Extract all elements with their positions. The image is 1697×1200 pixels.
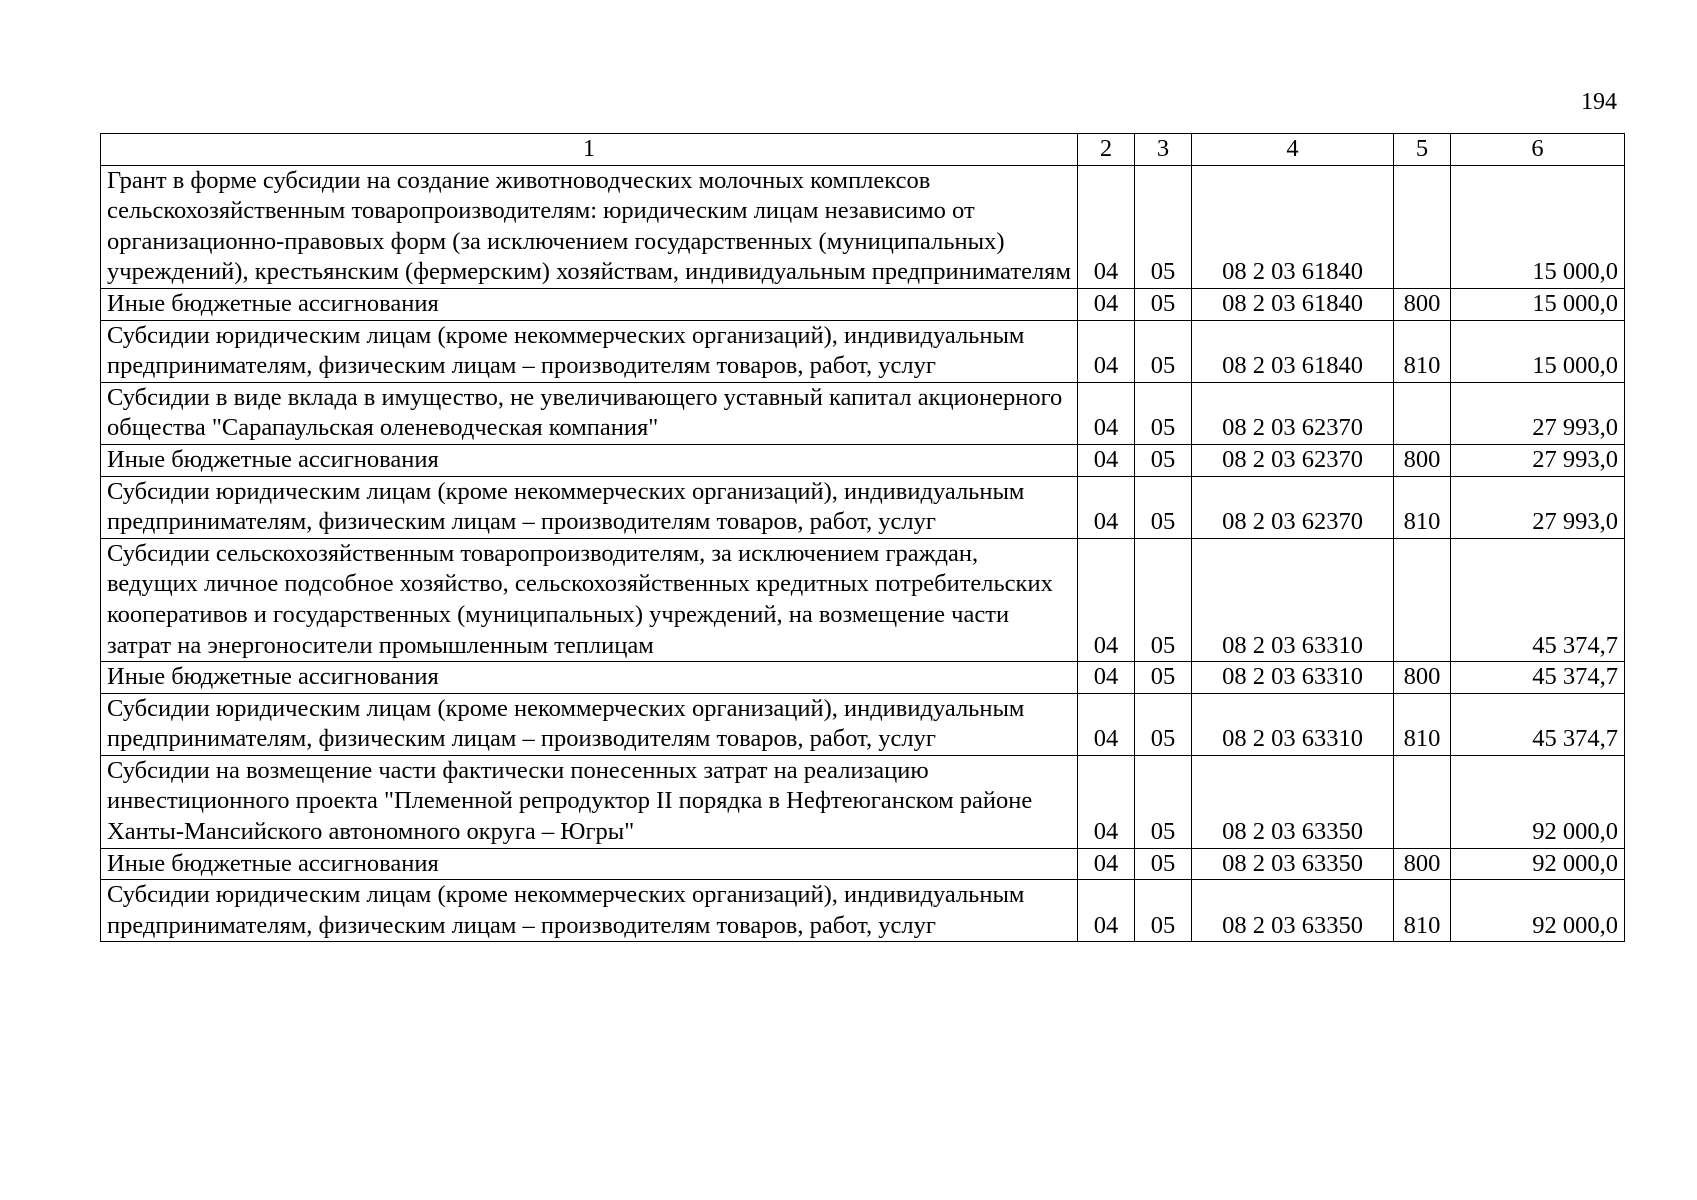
subsection-code-cell: 05	[1135, 848, 1192, 880]
amount-cell: 15 000,0	[1451, 320, 1625, 382]
page-number: 194	[1581, 89, 1617, 115]
expense-type-code-cell: 800	[1394, 662, 1451, 694]
expense-type-code-cell: 800	[1394, 444, 1451, 476]
subsection-code-cell: 05	[1135, 165, 1192, 288]
amount-cell: 92 000,0	[1451, 755, 1625, 848]
section-code-cell: 04	[1078, 662, 1135, 694]
expense-type-code-cell: 800	[1394, 848, 1451, 880]
subsection-code-cell: 05	[1135, 538, 1192, 661]
item-name-cell: Иные бюджетные ассигнования	[101, 662, 1078, 694]
amount-cell: 45 374,7	[1451, 662, 1625, 694]
table-row	[101, 444, 1625, 476]
expense-type-code-cell	[1394, 755, 1451, 848]
subsection-code-cell: 05	[1135, 880, 1192, 942]
item-name-cell: Субсидии сельскохозяйственным товаропроизводителям, за исключением граждан, ведущих личное подсобное хозяйство, сельскохозяйственных кредитных потребительских кооперативов и государственных (муниципальных) учреждений, на возмещение части затрат на энергоносители промышленным теплицам	[101, 538, 1078, 661]
subsection-code-cell: 05	[1135, 476, 1192, 538]
amount-cell: 45 374,7	[1451, 693, 1625, 755]
table-row	[101, 693, 1625, 755]
table-row	[101, 662, 1625, 694]
subsection-code-cell: 05	[1135, 382, 1192, 444]
table-row	[101, 476, 1625, 538]
item-name-cell: Грант в форме субсидии на создание животноводческих молочных комплексов сельскохозяйственным товаропроизводителям: юридическим лицам независимо от организационно-правовых форм (за исключением государственных (муниципальных) учреждений), крестьянским (фермерским) хозяйствам, индивидуальным предпринимателям	[101, 165, 1078, 288]
subsection-code-cell: 05	[1135, 755, 1192, 848]
expense-type-code-cell: 810	[1394, 320, 1451, 382]
budget-table	[100, 133, 1625, 942]
table-row	[101, 320, 1625, 382]
column-number-header-row	[101, 134, 1625, 166]
expense-type-code-cell: 810	[1394, 880, 1451, 942]
item-name-cell: Субсидии на возмещение части фактически понесенных затрат на реализацию инвестиционного проекта "Племенной репродуктор II порядка в Нефтеюганском районе Ханты-Мансийского автономного округа – Югры"	[101, 755, 1078, 848]
table-row	[101, 880, 1625, 942]
column-header: 4	[1192, 134, 1394, 166]
item-name-cell: Иные бюджетные ассигнования	[101, 288, 1078, 320]
item-name-cell: Иные бюджетные ассигнования	[101, 848, 1078, 880]
column-header: 3	[1135, 134, 1192, 166]
table-row	[101, 755, 1625, 848]
column-header: 1	[101, 134, 1078, 166]
target-article-code-cell: 08 2 03 62370	[1192, 444, 1394, 476]
expense-type-code-cell: 810	[1394, 476, 1451, 538]
section-code-cell: 04	[1078, 165, 1135, 288]
column-header: 5	[1394, 134, 1451, 166]
subsection-code-cell: 05	[1135, 444, 1192, 476]
amount-cell: 27 993,0	[1451, 476, 1625, 538]
section-code-cell: 04	[1078, 538, 1135, 661]
section-code-cell: 04	[1078, 444, 1135, 476]
subsection-code-cell: 05	[1135, 320, 1192, 382]
expense-type-code-cell	[1394, 382, 1451, 444]
target-article-code-cell: 08 2 03 62370	[1192, 476, 1394, 538]
section-code-cell: 04	[1078, 476, 1135, 538]
subsection-code-cell: 05	[1135, 288, 1192, 320]
table-row	[101, 288, 1625, 320]
item-name-cell: Субсидии юридическим лицам (кроме некоммерческих организаций), индивидуальным предпринимателям, физическим лицам – производителям товаров, работ, услуг	[101, 693, 1078, 755]
item-name-cell: Иные бюджетные ассигнования	[101, 444, 1078, 476]
target-article-code-cell: 08 2 03 63350	[1192, 848, 1394, 880]
table-row	[101, 848, 1625, 880]
expense-type-code-cell	[1394, 165, 1451, 288]
target-article-code-cell: 08 2 03 61840	[1192, 288, 1394, 320]
section-code-cell: 04	[1078, 848, 1135, 880]
target-article-code-cell: 08 2 03 63310	[1192, 662, 1394, 694]
item-name-cell: Субсидии юридическим лицам (кроме некоммерческих организаций), индивидуальным предпринимателям, физическим лицам – производителям товаров, работ, услуг	[101, 880, 1078, 942]
section-code-cell: 04	[1078, 755, 1135, 848]
amount-cell: 45 374,7	[1451, 538, 1625, 661]
section-code-cell: 04	[1078, 320, 1135, 382]
table-row	[101, 165, 1625, 288]
amount-cell: 15 000,0	[1451, 165, 1625, 288]
subsection-code-cell: 05	[1135, 662, 1192, 694]
column-header: 6	[1451, 134, 1625, 166]
amount-cell: 92 000,0	[1451, 848, 1625, 880]
section-code-cell: 04	[1078, 382, 1135, 444]
target-article-code-cell: 08 2 03 61840	[1192, 165, 1394, 288]
item-name-cell: Субсидии юридическим лицам (кроме некоммерческих организаций), индивидуальным предпринимателям, физическим лицам – производителям товаров, работ, услуг	[101, 320, 1078, 382]
section-code-cell: 04	[1078, 880, 1135, 942]
target-article-code-cell: 08 2 03 63310	[1192, 693, 1394, 755]
target-article-code-cell: 08 2 03 61840	[1192, 320, 1394, 382]
column-header: 2	[1078, 134, 1135, 166]
expense-type-code-cell	[1394, 538, 1451, 661]
target-article-code-cell: 08 2 03 62370	[1192, 382, 1394, 444]
item-name-cell: Субсидии юридическим лицам (кроме некоммерческих организаций), индивидуальным предпринимателям, физическим лицам – производителям товаров, работ, услуг	[101, 476, 1078, 538]
section-code-cell: 04	[1078, 288, 1135, 320]
amount-cell: 92 000,0	[1451, 880, 1625, 942]
amount-cell: 27 993,0	[1451, 444, 1625, 476]
target-article-code-cell: 08 2 03 63350	[1192, 755, 1394, 848]
amount-cell: 27 993,0	[1451, 382, 1625, 444]
expense-type-code-cell: 800	[1394, 288, 1451, 320]
target-article-code-cell: 08 2 03 63350	[1192, 880, 1394, 942]
item-name-cell: Субсидии в виде вклада в имущество, не увеличивающего уставный капитал акционерного общества "Сарапаульская оленеводческая компания"	[101, 382, 1078, 444]
amount-cell: 15 000,0	[1451, 288, 1625, 320]
expense-type-code-cell: 810	[1394, 693, 1451, 755]
section-code-cell: 04	[1078, 693, 1135, 755]
table-row	[101, 382, 1625, 444]
table-row	[101, 538, 1625, 661]
target-article-code-cell: 08 2 03 63310	[1192, 538, 1394, 661]
subsection-code-cell: 05	[1135, 693, 1192, 755]
